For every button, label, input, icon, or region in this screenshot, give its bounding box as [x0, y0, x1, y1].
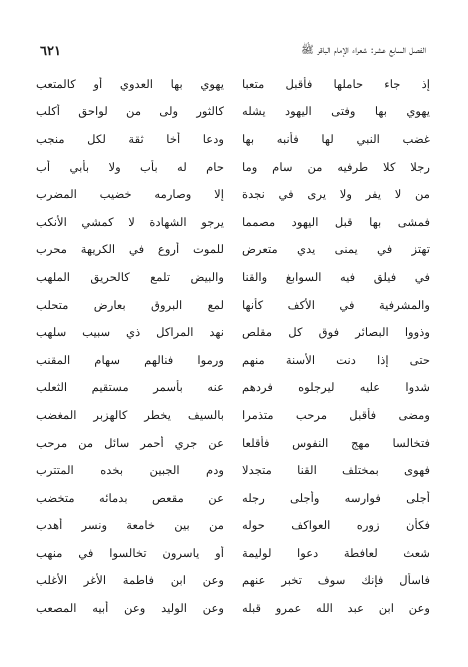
verse-first-hemistich: في فيلق فيه السوابغ والقنا: [242, 269, 430, 284]
verse-first-hemistich: شدوا عليه ليرجلوه فردهم: [242, 380, 430, 395]
page-header: [40, 40, 426, 62]
verse-second-hemistich: عن جري أحمر سائل من مرحب: [36, 435, 224, 450]
verse-second-hemistich: ودعا أخا ثقة لكل منجب: [36, 131, 224, 146]
poem-verse: [36, 484, 430, 512]
verse-second-hemistich: بالسيف يخطر كالهزبر المغضب: [36, 407, 224, 422]
verse-second-hemistich: ورموا فنالهم سهام المقنب: [36, 352, 224, 367]
poem-verse: [36, 429, 430, 457]
verse-first-hemistich: يهوي بها وفتى اليهود يشله: [242, 104, 430, 119]
verse-first-hemistich: وعن ابن عبد الله عمرو قبله: [242, 601, 430, 616]
verse-first-hemistich: حتى إذا دنت الأسنة منهم: [242, 352, 430, 367]
poem-verse: [36, 456, 430, 484]
verse-second-hemistich: لمع البروق بعارض متحلب: [36, 297, 224, 312]
verse-first-hemistich: غضب النبي لها فأنبه بها: [242, 131, 430, 146]
verse-second-hemistich: ودم الجبين بخده المتترب: [36, 463, 224, 478]
verse-second-hemistich: يهوي بها العدوي أو كالمتعب: [36, 76, 224, 91]
verse-second-hemistich: إلا وصارمه خضيب المضرب: [36, 187, 224, 202]
verse-second-hemistich: عن مقعص بدمائه متخضب: [36, 490, 224, 505]
poem-verse: [36, 180, 430, 208]
verse-first-hemistich: من لا يفر ولا يرى في نجدة: [242, 187, 430, 202]
page-number: ٦٢١: [40, 43, 61, 59]
verse-second-hemistich: للموت أروع في الكريهة محرب: [36, 242, 224, 257]
poem-verse: [36, 208, 430, 236]
verse-first-hemistich: فكأن زوره العواكف حوله: [242, 518, 430, 533]
verse-second-hemistich: والبيض تلمع كالحريق الملهب: [36, 269, 224, 284]
poem-verse: [36, 318, 430, 346]
verse-second-hemistich: عنه بأسمر مستقيم الثعلب: [36, 380, 224, 395]
verse-second-hemistich: كالثور ولى من لواحق أكلب: [36, 104, 224, 119]
verse-first-hemistich: فمشى بها قبل اليهود مصمما: [242, 214, 430, 229]
verse-second-hemistich: وعن الوليد وعن أبيه المصعب: [36, 601, 224, 616]
verse-second-hemistich: من بين خامعة ونسر أهدب: [36, 518, 224, 533]
verse-second-hemistich: أو ياسرون تخالسوا في منهب: [36, 545, 224, 560]
poem-verse: [36, 291, 430, 319]
verse-first-hemistich: فهوى بمختلف القنا متجدلا: [242, 463, 430, 478]
poem-verse: [36, 98, 430, 126]
poem-body: [36, 70, 430, 622]
poem-verse: [36, 153, 430, 181]
verse-first-hemistich: والمشرفية في الأكف كأنها: [242, 297, 430, 312]
verse-first-hemistich: أجلى فوارسه وأجلى رجله: [242, 490, 430, 505]
verse-second-hemistich: حام له بأب ولا بأبي أب: [36, 159, 224, 174]
verse-first-hemistich: ومضى فأقبل مرحب متذمرا: [242, 407, 430, 422]
poem-verse: [36, 374, 430, 402]
verse-first-hemistich: فتخالسا مهج النفوس فأقلعا: [242, 435, 430, 450]
verse-first-hemistich: وذووا البصائر فوق كل مقلص: [242, 325, 430, 340]
verse-first-hemistich: إذ جاء حاملها فأقبل متعبا: [242, 76, 430, 91]
poem-verse: [36, 401, 430, 429]
poem-verse: [36, 346, 430, 374]
poem-verse: [36, 236, 430, 264]
verse-first-hemistich: تهتز في يمنى يدي متعرض: [242, 242, 430, 257]
poem-verse: [36, 539, 430, 567]
verse-second-hemistich: يرجو الشهادة لا كمشي الأنكب: [36, 214, 224, 229]
poem-verse: [36, 594, 430, 622]
verse-second-hemistich: نهد المراكل ذي سبيب سلهب: [36, 325, 224, 340]
verse-first-hemistich: فاسأل فإنك سوف تخبر عنهم: [242, 573, 430, 588]
verse-second-hemistich: وعن ابن فاطمة الأغر الأغلب: [36, 573, 224, 588]
poem-verse: [36, 70, 430, 98]
poem-verse: [36, 512, 430, 540]
verse-first-hemistich: رجلا كلا طرفيه من سام وما: [242, 159, 430, 174]
poem-verse: [36, 263, 430, 291]
verse-first-hemistich: شعث لعافطة دعوا لوليمة: [242, 545, 430, 560]
poem-verse: [36, 125, 430, 153]
poem-verse: [36, 567, 430, 595]
chapter-title: الفصل السابع عشر: شعراء الإمام الباقر ﷺ: [301, 43, 426, 56]
